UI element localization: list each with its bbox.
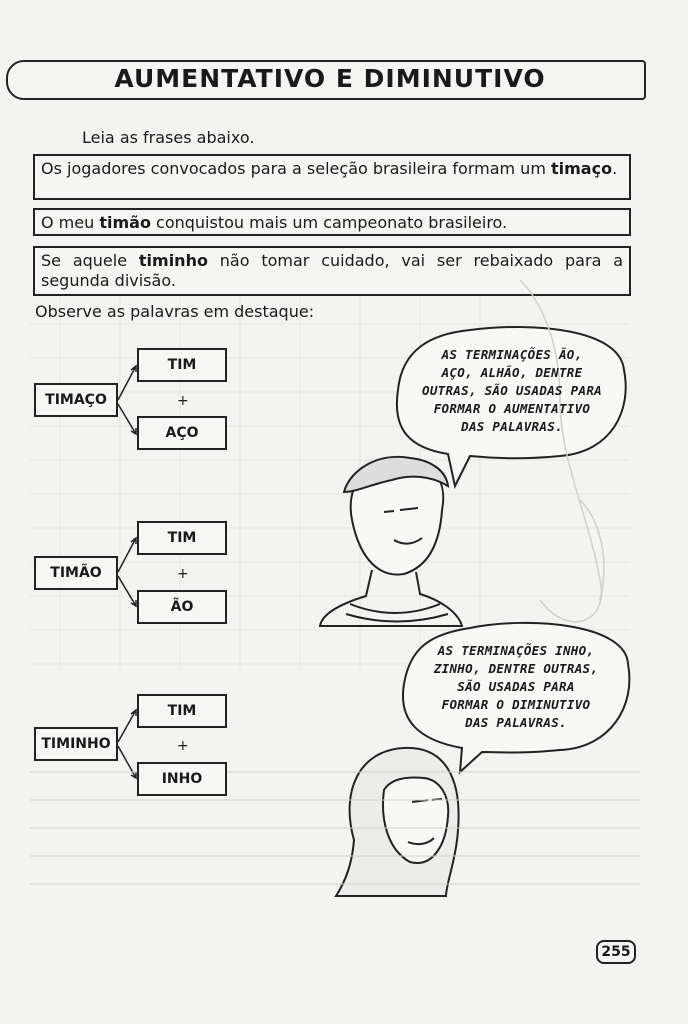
- bubble-2-line-5: DAS PALAVRAS.: [465, 715, 567, 730]
- root-box-3: TIM: [137, 694, 227, 728]
- bubble-2-line-1: AS TERMINAÇÕES INHO,: [437, 643, 595, 658]
- page-number: 255: [596, 940, 636, 964]
- highlight-timinho: timinho: [138, 251, 208, 270]
- sentence-3-end: não tomar cuidado, vai ser rebaixado para a segunda divisão.: [41, 251, 624, 290]
- sentence-2-end: conquistou mais um campeonato brasileiro.: [150, 213, 508, 232]
- sentence-1-end: .: [612, 159, 618, 178]
- highlight-timaco: timaço: [550, 159, 613, 178]
- plus-sign-1: +: [177, 393, 189, 409]
- bubble-1-line-3: OUTRAS, SÃO USADAS PARA: [422, 383, 602, 398]
- instruction-text: Leia as frases abaixo.: [82, 128, 255, 147]
- bubble-2-line-4: FORMAR O DIMINUTIVO: [441, 697, 591, 712]
- highlight-timao: timão: [99, 213, 151, 232]
- bubble-1-line-2: AÇO, ALHÃO, DENTRE: [441, 365, 583, 380]
- suffix-box-inho: INHO: [137, 762, 227, 796]
- word-box-timao: TIMÃO: [34, 556, 118, 590]
- bubble-2-line-2: ZINHO, DENTRE OUTRAS,: [433, 661, 599, 676]
- word-box-timaco: TIMAÇO: [34, 383, 118, 417]
- page-title: AUMENTATIVO E DIMINUTIVO: [114, 64, 546, 93]
- bubble-1-line-4: FORMAR O AUMENTATIVO: [433, 401, 591, 416]
- bubble-1-line-1: AS TERMINAÇÕES ÃO,: [441, 347, 583, 362]
- bubble-2-line-3: SÃO USADAS PARA: [457, 679, 575, 694]
- suffix-box-ao: ÃO: [137, 590, 227, 624]
- suffix-box-aco: AÇO: [137, 416, 227, 450]
- boy-illustration: [320, 457, 462, 626]
- root-box-1: TIM: [137, 348, 227, 382]
- girl-illustration: [336, 748, 459, 896]
- bubble-2-text: [410, 642, 622, 732]
- sentence-2-text: O meu: [41, 213, 100, 232]
- sentence-3-text: Se aquele: [41, 251, 139, 270]
- root-box-2: TIM: [137, 521, 227, 555]
- plus-sign-3: +: [177, 738, 189, 754]
- bubble-1-line-5: DAS PALAVRAS.: [461, 419, 563, 434]
- sentence-1-text: Os jogadores convocados para a seleção brasileira formam um: [41, 159, 551, 178]
- word-box-timinho: TIMINHO: [34, 727, 118, 761]
- observe-instruction: Observe as palavras em destaque:: [35, 302, 315, 321]
- bubble-1-text: [404, 346, 620, 436]
- plus-sign-2: +: [177, 566, 189, 582]
